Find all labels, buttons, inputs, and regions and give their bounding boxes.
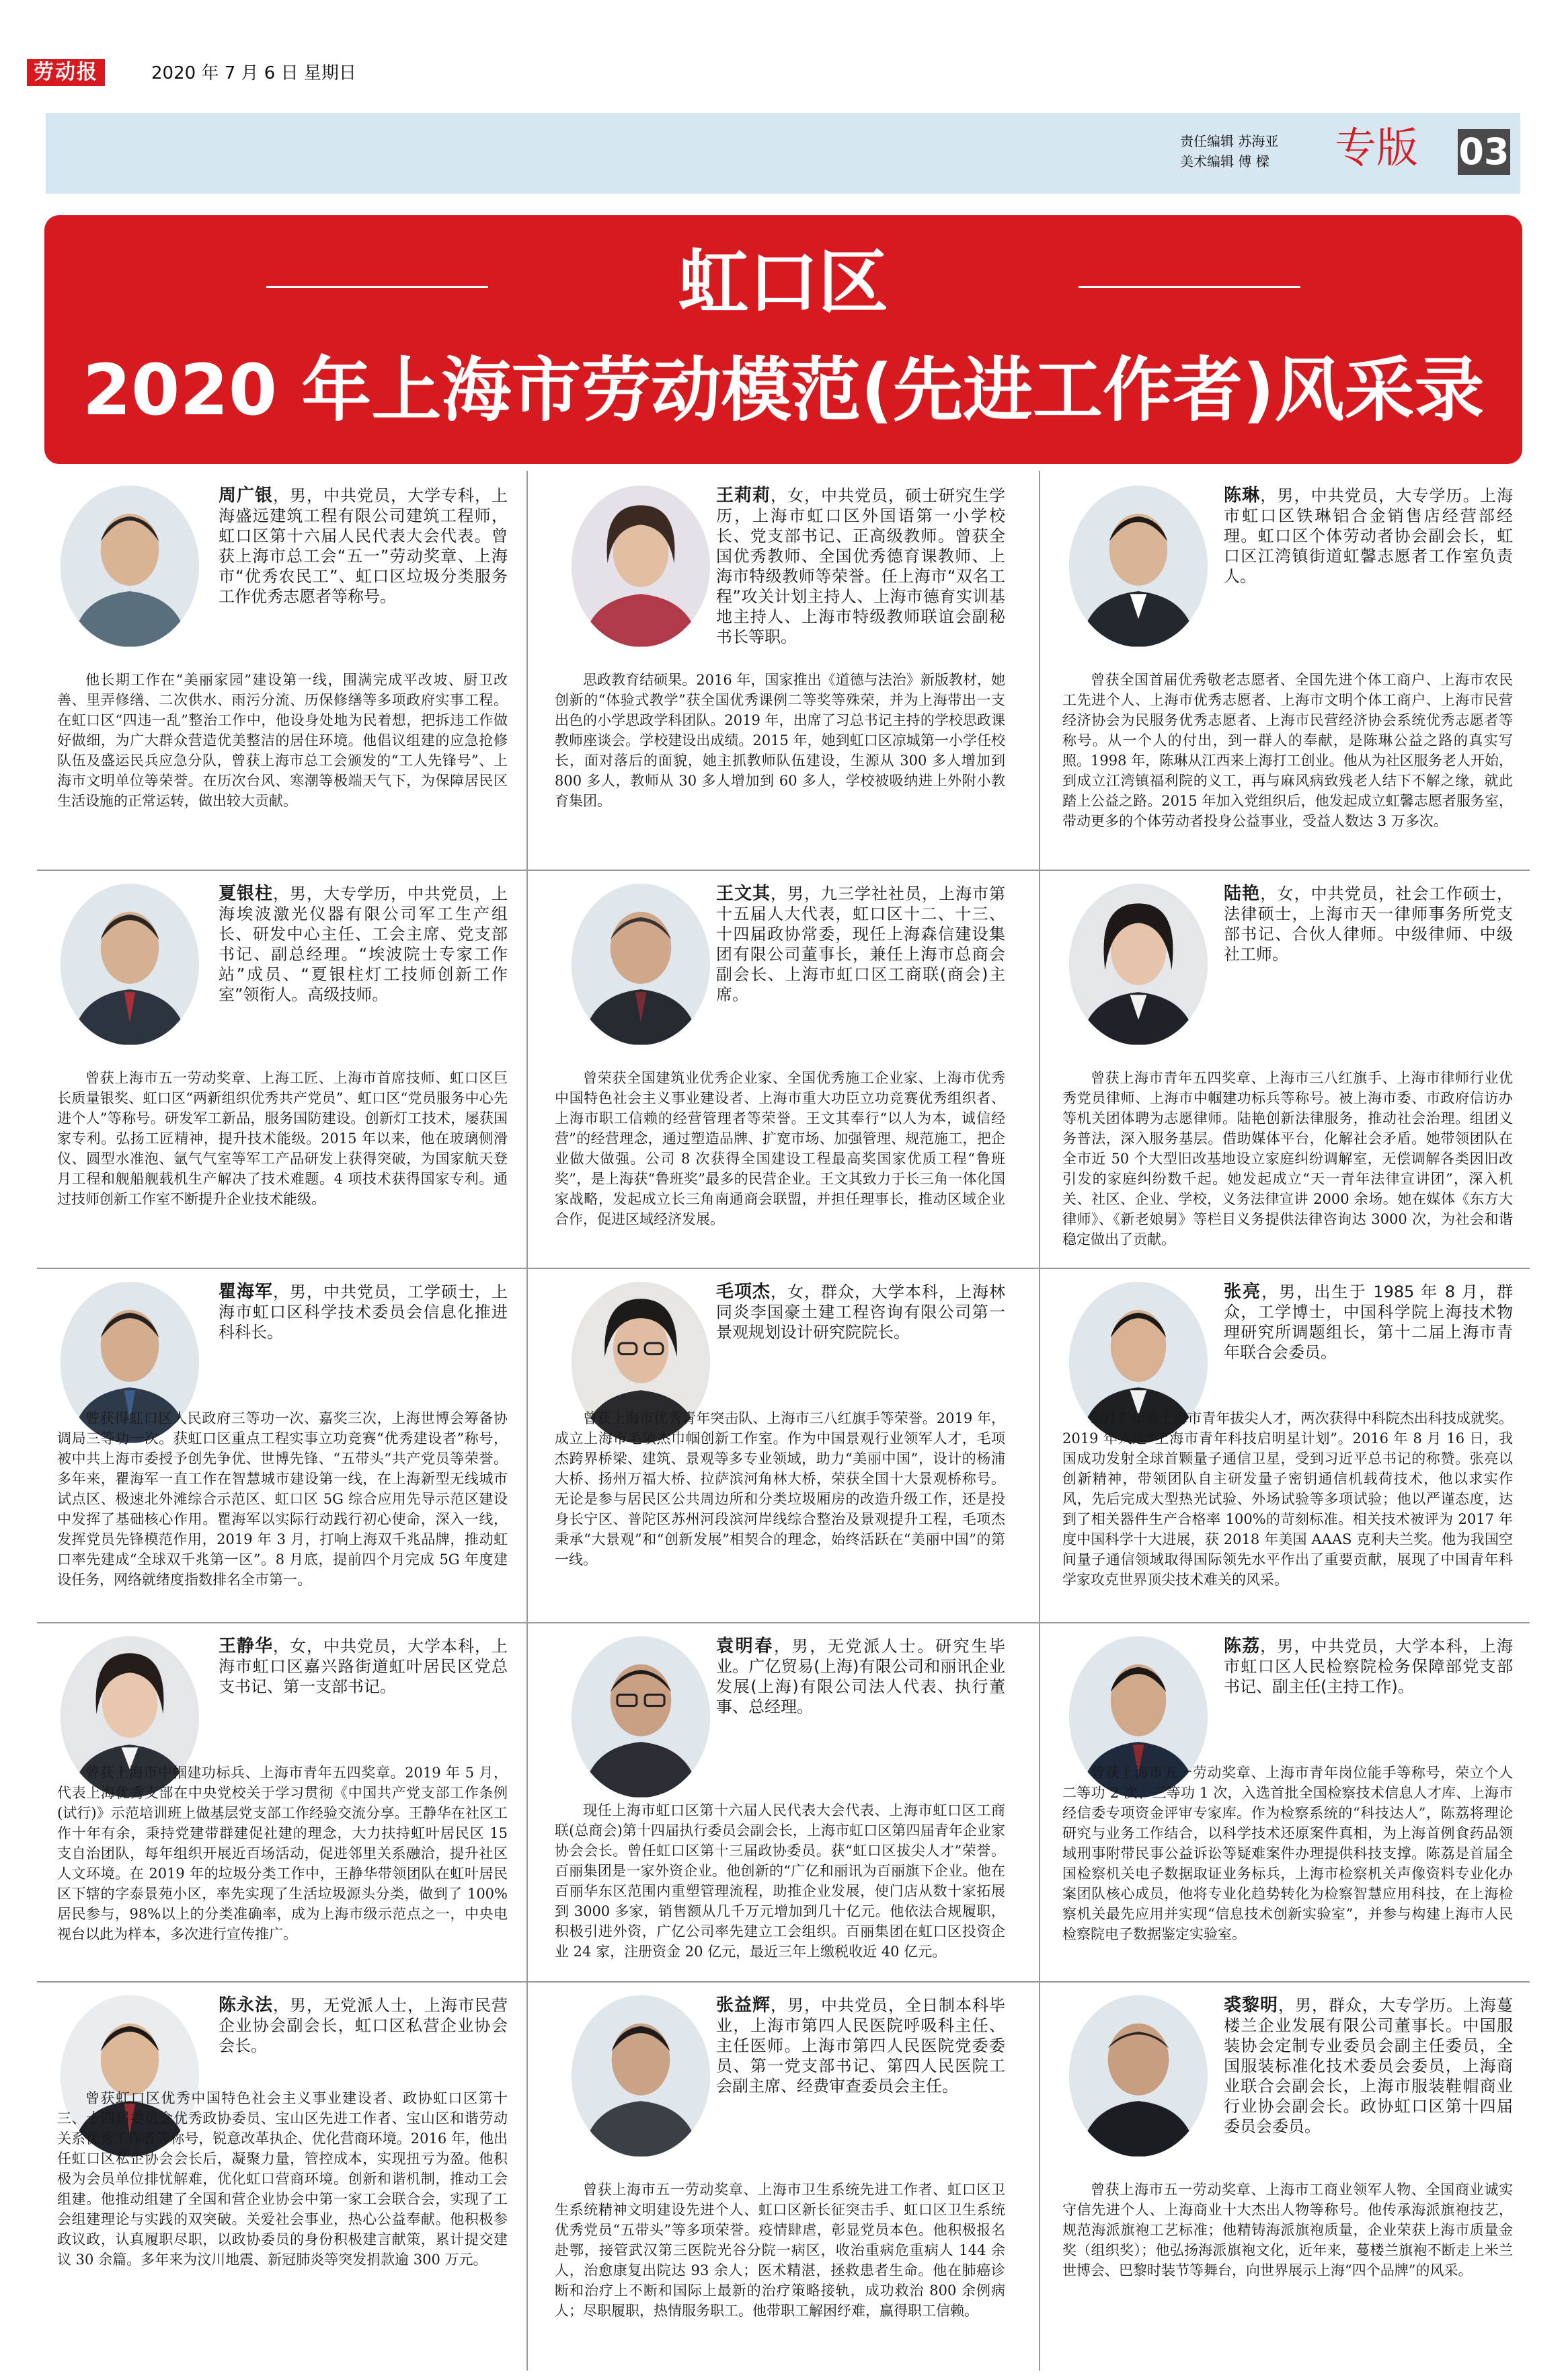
profile-name: 陈琳 <box>1224 486 1261 506</box>
profile-body: 现任上海市虹口区第十六届人民代表大会代表、上海市虹口区工商联(总商会)第十四届执行委员会副会长，上海市虹口区第四届青年企业家协会会长。曾任虹口区第十三届政协委员。获“虹口区拔尖人才”荣誉。百丽集团是一家外资企业。他创新的“广亿和丽讯为百丽旗下企业。他在百丽华东区范围内重塑管理流程，助推企业发展，使门店从数十家拓展到 3000 多家，销售额从几千万元增加到几十亿元。他依法合规履职，积极引进外资，广亿公司率先建立工会组织。百丽集团在虹口区投资企业 24 家，注册资金 20 亿元，最近三年上缴税收近 40 亿元。 <box>555 1802 1005 1960</box>
profile-card <box>1052 1628 1523 1976</box>
portrait-photo <box>572 486 710 647</box>
profile-body: 思政教育结硕果。2016 年，国家推出《道德与法治》新版教材，她创新的“体验式教学”获全国优秀课例二等奖等殊荣，并为上海带出一支出色的小学思政学科团队。2019 年，出席了习总书记主持的学校思政课教师座谈会。学校建设出成绩。2015 年，她到虹口区凉城第一小学任校长，面对落后的面貌，她主抓教师队伍建设，生源从 300 多人增加到 800 多人，教师从 30 多人增加到 60 多人，学校被吸纳进上外附小教育集团。 <box>555 672 1005 809</box>
profile-card <box>47 477 518 874</box>
portrait-icon <box>572 1636 710 1798</box>
profile-card <box>47 1628 518 1976</box>
portrait-icon <box>1069 884 1208 1045</box>
profile-intro: ，男，九三学社社员，上海市第十五届人大代表，虹口区十二、十三、十四届政协常委，现任上海森信建设集团有限公司董事长，兼任上海市总商会副会长、上海市虹口区工商联(商会)主席。 <box>716 884 1005 1004</box>
profile-card <box>545 876 1015 1272</box>
profile-card <box>1052 477 1523 874</box>
section-band <box>46 113 1520 194</box>
profile-intro: ，男，中共党员，大专学历。上海市虹口区铁琳铝合金销售店经营部经理。虹口区个体劳动者协会副会长，虹口区江湾镇街道虹馨志愿者工作室负责人。 <box>1224 486 1513 586</box>
profile-intro: ，男，中共党员，工学硕士，上海市虹口区科学技术委员会信息化推进科科长。 <box>219 1282 508 1342</box>
profile-body: 曾获虹口区优秀中国特色社会主义事业建设者、政协虹口区第十三、十四届委员会优秀政协委员、宝山区先进工作者、宝山区和谐劳动关系优秀工作者等称号，锐意改革执企、优化营商环境。2016 年，他出任虹口区私企协会会长后，凝聚力量，管控成本，实现扭亏为盈。他积极为会员单位排忧解难，优化虹口营商环境。创新和谐机制，推动工会组建。他推动组建了全国和营企业协会中第一家工会联合会，实现了工会组建理论与实践的双突破。关爱社会事业，热心公益奉献。他积极参政议政，认真履职尽职，以政协委员的身份积极建言献策，累计提交建议 30 余篇。多年来为汶川地震、新冠肺炎等突发捐款逾 300 万元。 <box>57 2090 508 2268</box>
masthead <box>27 59 1539 89</box>
profile-body: 曾获上海市中帼建功标兵、上海市青年五四奖章。2019 年 5 月，代表上海优秀支部在中央党校关于学习贯彻《中国共产党支部工作条例(试行)》示范培训班上做基层党支部工作经验交流分享。王静华在社区工作十年有余，秉持党建带群建促社建的理念，大力扶持虹叶居民区 15 支自治团队，每年组织开展近百场活动，促进邻里关系融洽，提升社区人文环境。在 2019 年的垃圾分类工作中，王静华带领团队在虹叶居民区下辖的字泰景苑小区，率先实现了生活垃圾源头分类，做到了 100%居民参与，98%以上的分类准确率，成为上海市级示范点之一，中央电视台以此为样本，多次进行宣传推广。 <box>57 1765 508 1942</box>
portrait-photo <box>1069 884 1208 1045</box>
portrait-photo <box>61 884 199 1045</box>
portrait-photo <box>61 486 199 647</box>
profile-intro: ，男，中共党员，大学专科，上海盛远建筑工程有限公司建筑工程师，虹口区第十六届人民代表大会代表。曾获上海市总工会“五一”劳动奖章、上海市“优秀农民工”、虹口区垃圾分类服务工作优秀志愿者等称号。 <box>219 486 508 606</box>
profile-name: 陈荔 <box>1224 1636 1261 1656</box>
profile-intro: ，男，大专学历，中共党员，上海埃波激光仪器有限公司军工生产组长、研发中心主任、工会主席、党支部书记、副总经理。“埃波院士专家工作站”成员、“夏银柱灯工技师创新工作室”领衔人。高级技师。 <box>219 884 508 1004</box>
row-divider <box>37 1981 1530 1983</box>
profile-card <box>1052 1987 1523 2374</box>
profile-intro: ，女，中共党员，大学本科，上海市虹口区嘉兴路街道虹叶居民区党总支书记、第一支部书记。 <box>219 1637 508 1696</box>
publication-date: 2020 年 7 月 6 日 星期日 <box>151 63 356 83</box>
profile-body: 曾获得虹口区人民政府三等功一次、嘉奖三次，上海世博会筹备协调局三等功一次。获虹口区重点工程实事立功竞赛“优秀建设者”称号，被中共上海市委授予创先争优、世博先锋、“五带头”共产党员等荣誉。多年来，瞿海军一直工作在智慧城市建设第一线，在上海新型无线城市试点区、极速北外滩综合示范区、虹口区 5G 综合应用先导示范区建设中发挥了基础核心作用。瞿海军以实际行动践行初心使命，深入一线，发挥党员先锋模范作用，2019 年 3 月，打响上海双千兆品牌，推动虹口率先建成“全球双千兆第一区”。8 月底，提前四个月完成 5G 年度建设任务，网络就绪度指数排名全市第一。 <box>57 1410 508 1588</box>
profile-body: 曾获上海市五一劳动奖章、上海市青年岗位能手等称号，荣立个人二等功 2 次、三等功 1 次，入选首批全国检察技术信息人才库、上海市经信委专项资金评审专家库。作为检察系统的“科技达人”，陈荔将理论研究与业务工作结合，以科学技术还原案件真相，为上海首例食药品领域刑事附带民事公益诉讼等疑难案件办理提供科技支撑。陈荔是首届全国检察机关电子数据取证业务标兵，上海市检察机关声像资料专业化办案团队核心成员，他将专业化趋势转化为检察智慧应用科技，在上海检察机关最先应用并实现“信息技术创新实验室”，并参与构建上海市人民检察院电子数据鉴定实验室。 <box>1062 1765 1513 1942</box>
profile-name: 陈永法 <box>219 1995 273 2016</box>
profile-name: 王文其 <box>716 884 771 904</box>
portrait-icon <box>61 486 199 647</box>
profile-body: 曾获上海市五一劳动奖章、上海市工商业领军人物、全国商业诚实守信先进个人、上海商业十大杰出人物等称号。他传承海派旗袍技艺，规范海派旗袍工艺标准；他精铸海派旗袍质量，企业荣获上海市质量金奖（组织奖）；他弘扬海派旗袍文化，近年来，蔓楼兰旗袍不断走上米兰世博会、巴黎时装节等舞台，向世界展示上海“四个品牌”的风采。 <box>1062 2182 1513 2278</box>
profile-card <box>47 1274 518 1618</box>
profile-body: 2017 年度上海市青年拔尖人才，两次获得中科院杰出科技成就奖。2019 年入选“上海市青年科技启明星计划”。2016 年 8 月 16 日，我国成功发射全球首颗量子通信卫星，受到习近平总书记的称赞。张亮以创新精神，带领团队自主研发量子密钥通信机载荷技术，他以求实作风，先后完成大型热光试验、外场试验等多项试验；他以严谨态度，达到了相关器件生产合格率 100%的苛刻标准。相关技术被评为 2017 年度中国科学十大进展，获 2018 年美国 AAAS 克利夫兰奖。他为我国空间量子通信领域取得国际领先水平作出了重要贡献，展现了中国青年科学家攻克世界顶尖技术难关的风采。 <box>1062 1410 1513 1588</box>
profile-body: 曾获上海市五一劳动奖章、上海工匠、上海市首席技师、虹口区巨长质量银奖、虹口区“两新组织优秀共产党员”、虹口区“党员服务中心先进个人”等称号。研发军工新品，服务国防建设。创新灯工技术，屡获国家专利。弘扬工匠精神，提升技术能级。2015 年以来，他在玻璃侧滑仪、圆型水准泡、氩气气室等军工产品研发上获得突破，为国家航天登月工程和舰船舰载机生产解决了技术难题。4 项技术获得国家专利。通过技师创新工作室不断提升企业技术能级。 <box>57 1070 508 1207</box>
profile-intro: ，男，群众，大专学历。上海蔓楼兰企业发展有限公司董事长。中国服装协会定制专业委员会副主任委员，全国服装标准化技术委员会委员，上海商业联合会副会长，上海市服装鞋帽商业行业协会副会长。政协虹口区第十四届委员会委员。 <box>1224 1996 1513 2136</box>
portrait-icon <box>61 884 199 1045</box>
profile-name: 张亮 <box>1224 1282 1262 1302</box>
section-title: 专版 <box>1335 123 1419 172</box>
profile-name: 王静华 <box>219 1636 273 1656</box>
profile-name: 裘黎明 <box>1224 1995 1278 2016</box>
portrait-photo <box>1069 1995 1208 2157</box>
page-number: 03 <box>1458 129 1510 175</box>
profile-intro: ，女，中共党员，社会工作硕士，法律硕士，上海市天一律师事务所党支部书记、合伙人律师。中级律师、中级社工师。 <box>1224 884 1513 964</box>
profile-card <box>47 876 518 1272</box>
profile-name: 王莉莉 <box>716 486 771 506</box>
profile-intro: ，女，中共党员，硕士研究生学历，上海市虹口区外国语第一小学校长、党支部书记、正高级教师。曾获全国优秀教师、全国优秀德育课教师、上海市特级教师等荣誉。任上海市“双名工程”攻关计划主持人、上海市德育实训基地主持人、上海市特级教师联谊会副秘书长等职。 <box>716 486 1005 646</box>
column-divider <box>1039 471 1040 2371</box>
portrait-icon <box>1069 1995 1208 2157</box>
profile-card <box>1052 1274 1523 1618</box>
art-editor-credit: 美术编辑 傅 樑 <box>1180 153 1269 169</box>
headline-title: 2020 年上海市劳动模范(先进工作者)风采录 <box>82 349 1485 431</box>
profile-intro: ，男，无党派人士。研究生毕业。广亿贸易(上海)有限公司和丽讯企业发展(上海)有限公司法人代表、执行董事、总经理。 <box>716 1637 1005 1716</box>
headline-banner <box>44 215 1522 464</box>
profile-body: 曾获上海市优秀青年突击队、上海市三八红旗手等荣誉。2019 年，成立上海市毛项杰巾帼创新工作室。作为中国景观行业领军人才，毛项杰跨界桥梁、建筑、景观等多专业领域，助力“美丽中国”，设计的杨浦大桥、扬州万福大桥、拉萨滨河角林大桥，荣获全国十大景观桥称号。无论是参与居民区公共周边所和分类垃圾厢房的改造升级工作，还是投身长宁区、普陀区苏州河段滨河岸线综合整治及景观提升工程，毛项杰秉承“大景观”和“创新发展”相契合的理念，始终活跃在“美丽中国”的第一线。 <box>555 1410 1005 1568</box>
profile-body: 曾获上海市五一劳动奖章、上海市卫生系统先进工作者、虹口区卫生系统精神文明建设先进个人、虹口区新长征突击手、虹口区卫生系统优秀党员“五带头”等多项荣誉。疫情肆虐，彰显党员本色。他积极报名赴鄂，接管武汉第三医院光谷分院一病区，收治重病危重病人 144 余人，治愈康复出院达 93 余人；医术精湛，拯救患者生命。他在肺癌诊断和治疗上不断和国际上最新的治疗策略接轨，成功救治 800 余例病人；尽职履职，热情服务职工。他带职工解困纾难，赢得职工信赖。 <box>555 2182 1005 2319</box>
portrait-icon <box>572 486 710 647</box>
editor-credits <box>1180 131 1278 171</box>
portrait-icon <box>572 1995 710 2157</box>
portrait-icon <box>1069 486 1208 647</box>
profile-card <box>545 1987 1015 2374</box>
portrait-photo <box>572 1995 710 2157</box>
profile-intro: ，男，中共党员，全日制本科毕业，上海市第四人民医院呼吸科主任、主任医师。上海市第四人民医院党委委员、第一党支部书记、第四人民医院工会副主席、经费审查委员会主任。 <box>716 1996 1005 2096</box>
column-divider <box>526 471 528 2371</box>
profile-intro: ，男，出生于 1985 年 8 月，群众，工学博士，中国科学院上海技术物理研究所调题组长，第十二届上海市青年联合会委员。 <box>1224 1282 1513 1362</box>
profile-name: 袁明春 <box>716 1636 774 1656</box>
profile-name: 瞿海军 <box>219 1282 273 1302</box>
profile-body: 曾荣获全国建筑业优秀企业家、全国优秀施工企业家、上海市优秀中国特色社会主义事业建设者、上海市重大功臣立功竞赛优秀组织者、上海市职工信赖的经营管理者等荣誉。王文其奉行“以人为本，诚信经营”的经营理念，通过塑造品牌、扩宽市场、加强管理、规范施工，把企业做大做强。公司 8 次获得全国建设工程最高奖国家优质工程“鲁班奖”，是上海获“鲁班奖”最多的民营企业。王文其致力于长三角一体化国家战略，发起成立长三角南通商会联盟，并担任理事长，推动区域企业合作，促进区域经济发展。 <box>555 1070 1005 1227</box>
portrait-photo <box>572 1636 710 1798</box>
profile-card <box>545 1274 1015 1618</box>
profile-intro: ，女，群众，大学本科，上海林同炎李国豪土建工程咨询有限公司第一景观规划设计研究院院长。 <box>716 1282 1005 1342</box>
portrait-photo <box>572 884 710 1045</box>
profile-name: 夏银柱 <box>219 884 273 904</box>
profile-card <box>545 1628 1015 1976</box>
portrait-icon <box>572 884 710 1045</box>
profile-body: 曾获上海市青年五四奖章、上海市三八红旗手、上海市律师行业优秀党员律师、上海市中帼建功标兵等称号。被上海市委、市政府信访办等机关团体聘为志愿律师。陆艳创新法律服务，推动社会治理。组团义务普法，深入服务基层。借助媒体平台，化解社会矛盾。她带领团队在全市近 50 个大型旧改基地设立家庭纠纷调解室，无偿调解各类因旧改引发的家庭纠纷数千起。她发起成立“天一青年法律宣讲团”，深入机关、社区、企业、学校，义务法律宣讲 2000 余场。她在媒体《东方大律师》、《新老娘舅》等栏目义务提供法律咨询达 3000 次，为社会和谐稳定做出了贡献。 <box>1062 1070 1513 1247</box>
editor-credit: 责任编辑 苏海亚 <box>1180 133 1279 149</box>
newspaper-logo: 劳动报 <box>27 59 105 86</box>
profile-name: 周广银 <box>219 486 273 506</box>
headline-district: 虹口区 <box>678 241 888 323</box>
profile-card <box>47 1987 518 2374</box>
profile-intro: ，男，无党派人士，上海市民营企业协会副会长，虹口区私营企业协会会长。 <box>219 1996 508 2055</box>
profile-name: 陆艳 <box>1224 884 1261 904</box>
profile-name: 毛项杰 <box>716 1282 771 1302</box>
profile-body: 他长期工作在“美丽家园”建设第一线，围满完成平改坡、厨卫改善、里弄修缮、二次供水、雨污分流、历保修缮等多项政府实事工程。在虹口区“四违一乱”整治工作中，他设身处地为民着想，把拆违工作做好做细，为广大群众营造优美整洁的居住环境。他倡议组建的应急抢修队伍及盛运民兵应急分队，曾获上海市总工会颁发的“工人先锋号”、上海市文明单位等荣誉。在历次台风、寒潮等极端天气下，为保障居民区生活设施的正常运转，做出较大贡献。 <box>57 672 508 809</box>
profile-card <box>545 477 1015 874</box>
profile-body: 曾获全国首届优秀敬老志愿者、全国先进个体工商户、上海市农民工先进个人、上海市优秀志愿者、上海市文明个体工商户、上海市民营经济协会为民服务优秀志愿者、上海市民营经济协会系统优秀志愿者等称号。从一个人的付出，到一群人的奉献，是陈琳公益之路的真实写照。1998 年，陈琳从江西来上海打工创业。他从为社区服务老人开始，到成立江湾镇福利院的义工，再与麻风病致残老人结下不解之缘，就此踏上公益之路。2015 年加入党组织后，他发起成立虹馨志愿者服务室，带动更多的个体劳动者投身公益事业，受益人数达 3 万多次。 <box>1062 672 1513 829</box>
portrait-photo <box>1069 486 1208 647</box>
profile-card <box>1052 876 1523 1272</box>
profile-intro: ，男，中共党员，大学本科，上海市虹口区人民检察院检务保障部党支部书记、副主任(主持工作)。 <box>1224 1637 1513 1696</box>
row-divider <box>37 1622 1530 1623</box>
profile-name: 张益辉 <box>716 1995 771 2016</box>
